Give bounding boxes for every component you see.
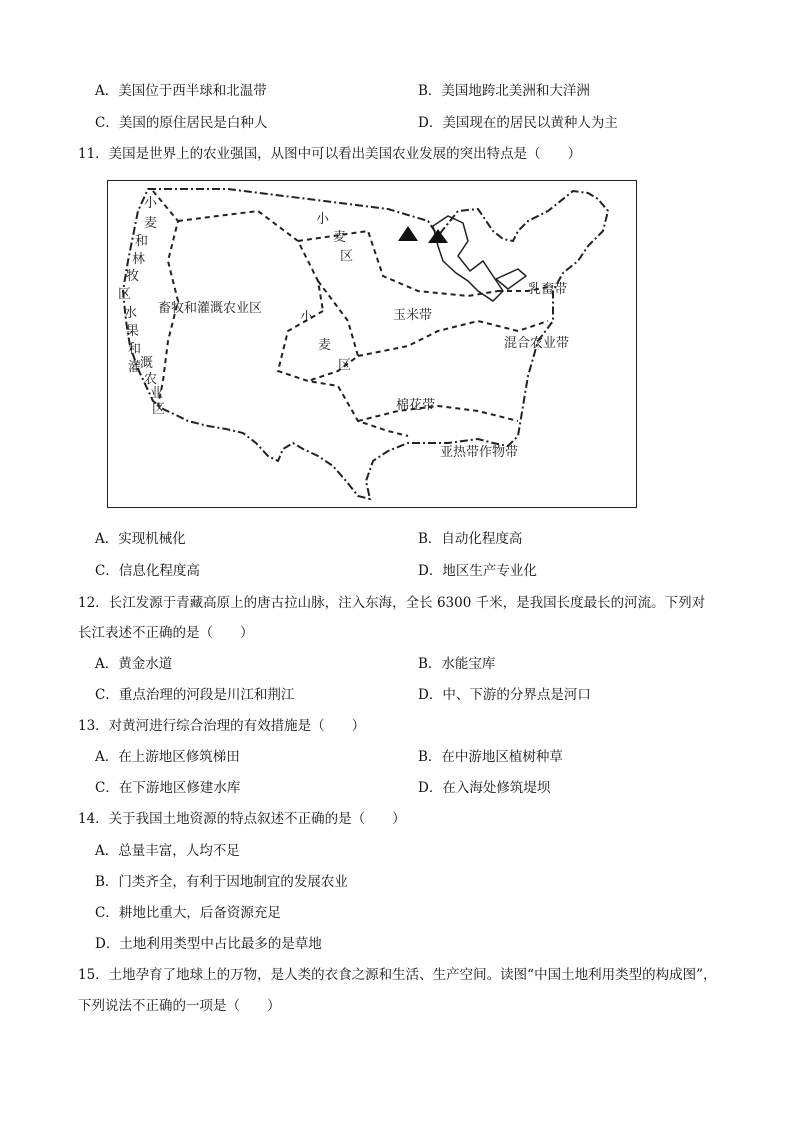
map-label-west-9: 和 [128, 342, 142, 357]
q13-option-d[interactable]: D．在入海处修筑堤坝 [418, 780, 551, 796]
map-label-subtropical: 亚热带作物带 [440, 445, 519, 460]
map-label-wheat-north-1: 小 [316, 212, 330, 227]
map-label-west-8: 果 [126, 324, 140, 339]
q11-option-a[interactable]: A．实现机械化 [95, 531, 186, 547]
q12-option-d[interactable]: D．中、下游的分界点是河口 [418, 687, 591, 703]
question-13-stem: 13．对黄河进行综合治理的有效措施是（ ） [78, 718, 366, 734]
us-agriculture-map [107, 180, 637, 508]
map-label-west-10: 灌 [128, 360, 142, 375]
q14-option-a[interactable]: A．总量丰富，人均不足 [95, 843, 240, 859]
map-label-west-5: 牧 [126, 269, 140, 284]
option-c[interactable]: C．美国的原住居民是白种人 [95, 115, 268, 131]
option-b[interactable]: B．美国地跨北美洲和大洋洲 [418, 83, 590, 99]
map-label-wheat-north-3: 区 [340, 249, 354, 264]
map-label-west-14: 区 [152, 402, 166, 417]
map-label-west-2: 麦 [144, 216, 158, 231]
map-label-west-12: 农 [144, 372, 158, 387]
map-label-wheat-north-2: 麦 [333, 230, 347, 245]
q14-option-d[interactable]: D．土地利用类型中占比最多的是草地 [95, 936, 322, 952]
map-label-livestock: 畜牧和灌溉农业区 [158, 301, 263, 316]
q14-option-c[interactable]: C．耕地比重大，后备资源充足 [95, 905, 281, 921]
q12-option-c[interactable]: C．重点治理的河段是川江和荆江 [95, 687, 295, 703]
map-label-west-11: 溉 [140, 356, 154, 371]
map-label-cotton: 棉花带 [396, 398, 436, 413]
map-label-corn: 玉米带 [393, 308, 433, 323]
question-14-stem: 14．关于我国土地资源的特点叙述不正确的是（ ） [78, 811, 406, 827]
question-12-stem-line2: 长江表述不正确的是（ ） [78, 625, 254, 641]
map-label-dairy: 乳畜带 [528, 282, 568, 297]
map-label-mixed: 混合农业带 [504, 336, 570, 351]
map-label-west-13: 业 [150, 386, 164, 401]
question-12-stem-line1: 12．长江发源于青藏高原上的唐古拉山脉，注入东海，全长 6300 千米，是我国长度最长的河流。下列对 [78, 595, 706, 611]
map-label-west-3: 和 [135, 234, 149, 249]
option-a[interactable]: A．美国位于西半球和北温带 [95, 83, 267, 99]
us-agriculture-map-svg [108, 181, 638, 509]
marker-triangle-2 [428, 229, 448, 243]
q13-option-b[interactable]: B．在中游地区植树种草 [418, 749, 563, 765]
q13-option-a[interactable]: A．在上游地区修筑梯田 [95, 749, 240, 765]
option-d[interactable]: D．美国现在的居民以黄种人为主 [418, 115, 618, 131]
question-15-stem-line1: 15．土地孕育了地球上的万物，是人类的衣食之源和生活、生产空间。读图“中国土地利用类型的构成图”， [78, 967, 717, 983]
q11-option-d[interactable]: D．地区生产专业化 [418, 563, 537, 579]
question-11-stem: 11．美国是世界上的农业强国，从图中可以看出美国农业发展的突出特点是（ ） [78, 146, 582, 162]
q14-option-b[interactable]: B．门类齐全，有利于因地制宜的发展农业 [95, 874, 348, 890]
map-label-west-7: 水 [124, 306, 138, 321]
q13-option-c[interactable]: C．在下游地区修建水库 [95, 780, 241, 796]
map-label-west-1: 小 [144, 196, 158, 211]
q11-option-b[interactable]: B．自动化程度高 [418, 531, 523, 547]
map-label-wheat-south-3: 区 [338, 358, 352, 373]
q11-option-c[interactable]: C．信息化程度高 [95, 563, 200, 579]
q12-option-b[interactable]: B．水能宝库 [418, 656, 496, 672]
question-15-stem-line2: 下列说法不正确的一项是（ ） [78, 998, 281, 1014]
map-label-wheat-south-2: 麦 [318, 338, 332, 353]
q12-option-a[interactable]: A．黄金水道 [95, 656, 173, 672]
marker-triangle-1 [398, 226, 418, 241]
map-label-west-4: 林 [132, 252, 146, 267]
map-label-west-6: 区 [118, 287, 132, 302]
map-label-wheat-south-1: 小 [300, 310, 314, 325]
